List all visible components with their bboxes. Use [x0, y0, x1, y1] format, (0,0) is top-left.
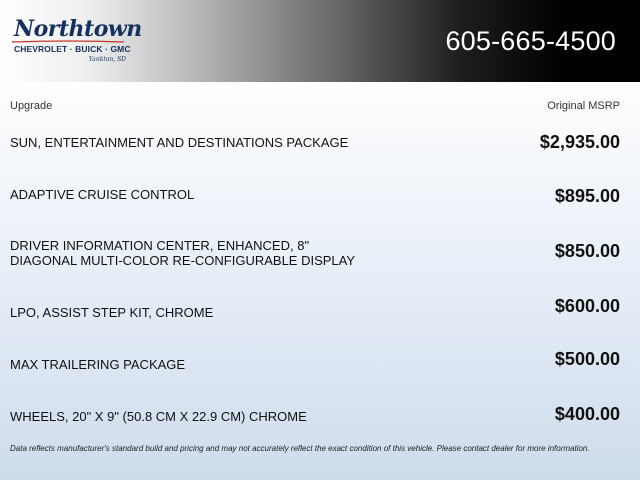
upgrade-name: SUN, ENTERTAINMENT AND DESTINATIONS PACKAGE	[10, 135, 349, 150]
dealer-phone[interactable]: 605-665-4500	[445, 26, 616, 56]
upgrade-price: $895.00	[554, 186, 620, 206]
header-banner	[0, 0, 640, 82]
upgrade-name: MAX TRAILERING PACKAGE	[10, 357, 186, 372]
logo-city: Yankton, SD	[88, 56, 126, 63]
upgrade-name: DRIVER INFORMATION CENTER, ENHANCED, 8" DIAGONAL MULTI-COLOR RE-CONFIGURABLE DISPLAY	[10, 238, 356, 268]
upgrade-price: $400.00	[554, 404, 620, 424]
upgrade-price: $2,935.00	[539, 132, 620, 152]
upgrade-price: $600.00	[554, 296, 620, 316]
upgrade-name: WHEELS, 20" X 9" (50.8 CM X 22.9 CM) CHROME	[10, 409, 307, 424]
upgrade-name: LPO, ASSIST STEP KIT, CHROME	[10, 305, 214, 320]
column-header-upgrade: Upgrade	[10, 100, 53, 112]
column-header-msrp: Original MSRP	[547, 100, 620, 112]
logo-swoosh-icon	[12, 40, 124, 43]
upgrade-price: $500.00	[554, 349, 620, 369]
logo-script: Northtown	[14, 16, 142, 42]
upgrade-name: ADAPTIVE CRUISE CONTROL	[10, 187, 195, 202]
logo-brands: CHEVROLET · BUICK · GMC	[14, 44, 131, 54]
upgrade-price: $850.00	[554, 241, 620, 261]
dealer-logo	[12, 16, 142, 66]
disclaimer-text: Data reflects manufacturer's standard build and pricing and may not accurately reflect the exact condition of this vehicle. Please contact dealer for more information.	[10, 444, 590, 453]
